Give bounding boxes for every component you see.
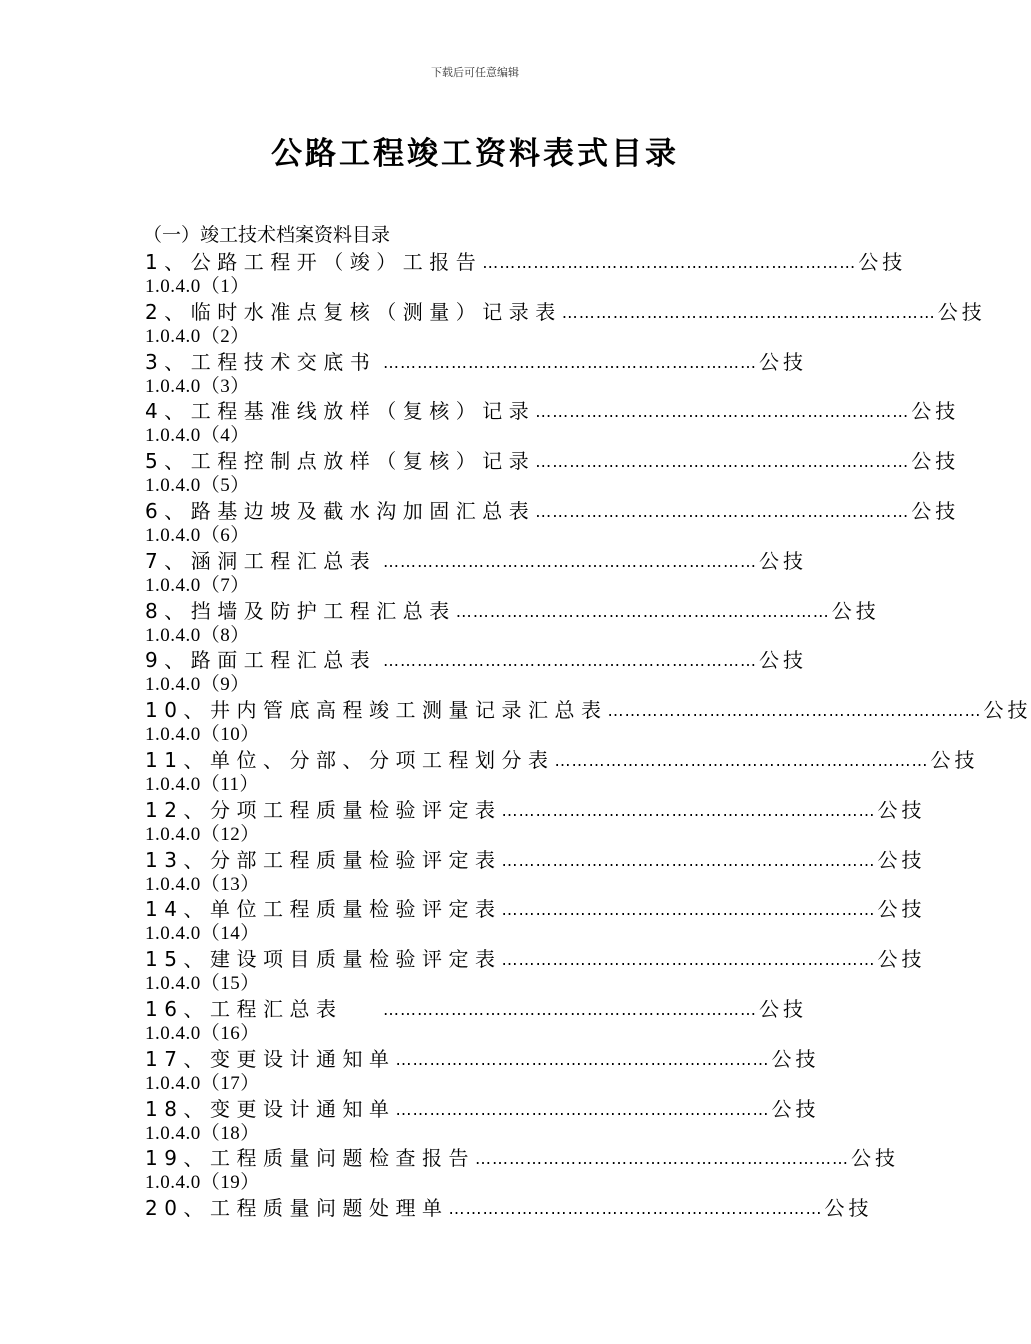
toc-entry [145,448,960,498]
toc-entry-suffix: 公技 [824,1196,873,1221]
toc-entry-code: 1.0.4.0（17） [145,1072,260,1094]
toc-entry-line [145,946,926,972]
toc-leader-dots: ………………………………………………………… [535,452,910,472]
toc-entry-label: 1、公路工程开（竣）工报告 [145,250,483,274]
toc-leader-dots: ………………………………………………………… [501,950,876,970]
toc-content [143,223,1031,1245]
toc-entry [145,299,986,349]
toc-leader-dots: ………………………………………………………… [501,850,876,870]
toc-entry-line [145,498,960,524]
toc-leader-dots: ………………………………………………………… [535,402,910,422]
toc-entry-line [145,598,880,624]
toc-entry-suffix: 公技 [858,250,907,274]
toc-entry [145,398,960,448]
toc-leader-dots: ………………………………………………………… [535,501,910,521]
toc-entry-line [145,299,986,325]
toc-entry [145,1096,820,1146]
toc-entry-label: 7、涵洞工程汇总表 [145,548,377,573]
toc-leader-dots: ………………………………………………………… [482,253,857,272]
toc-entry-line [145,249,907,275]
toc-leader-dots: ………………………………………………………… [448,1199,823,1219]
toc-entry-suffix: 公技 [911,449,960,474]
toc-entry-label: 17、变更设计通知单 [145,1046,396,1071]
toc-entry-label: 12、分项工程质量检验评定表 [145,797,502,822]
toc-entry [145,896,926,946]
toc-entry-code: 1.0.4.0（12） [145,823,260,845]
toc-entry-label: 14、单位工程质量检验评定表 [145,897,502,922]
toc-leader-dots: ………………………………………………………… [561,302,936,322]
toc-entry-label: 2、临时水准点复核（测量）记录表 [145,299,562,324]
toc-entry-line [145,996,807,1022]
toc-entry-list [145,249,1031,1245]
toc-entry-line [145,896,926,922]
toc-entry-line [145,1096,820,1122]
toc-entry-code: 1.0.4.0（14） [145,923,260,945]
toc-entry-code: 1.0.4.0（2） [145,325,250,347]
toc-entry-code: 1.0.4.0（5） [145,475,250,497]
toc-entry [145,1195,873,1245]
toc-leader-dots: ………………………………………………………… [395,1049,770,1069]
toc-leader-dots: ………………………………………………………… [501,800,876,820]
toc-entry-suffix: 公技 [759,648,807,673]
toc-leader-dots: ………………………………………………………… [383,999,757,1019]
toc-entry [145,797,926,847]
toc-entry [145,1145,899,1195]
toc-entry [145,548,807,598]
toc-entry-suffix: 公技 [759,548,807,573]
toc-entry-line [145,398,960,424]
toc-entry-label: 5、工程控制点放样（复核）记录 [145,449,536,474]
document-title: 公路工程竣工资料表式目录 [271,136,679,172]
toc-leader-dots: ………………………………………………………… [383,551,757,571]
toc-entry-label: 6、路基边坡及截水沟加固汇总表 [145,498,536,523]
toc-entry-code: 1.0.4.0（1） [145,276,250,297]
toc-leader-dots: ………………………………………………………… [383,352,757,372]
toc-entry [145,946,926,996]
toc-entry-line [145,548,807,574]
toc-entry-label: 4、工程基准线放样（复核）记录 [145,399,536,424]
toc-entry-line [145,797,926,823]
toc-entry-suffix: 公技 [831,598,880,623]
toc-entry-label: 15、建设项目质量检验评定表 [145,947,502,972]
toc-leader-dots: ………………………………………………………… [607,701,982,721]
toc-leader-dots: ………………………………………………………… [554,750,929,770]
toc-entry-line [145,349,807,375]
toc-entry-line [145,1195,873,1221]
toc-entry [145,747,979,797]
toc-leader-dots: ………………………………………………………… [455,601,830,621]
toc-entry-suffix: 公技 [911,498,960,523]
toc-entry-code: 1.0.4.0（6） [145,524,250,546]
toc-entry-suffix: 公技 [877,897,926,922]
toc-entry-label: 10、井内管底高程竣工测量记录汇总表 [145,698,608,723]
toc-entry-suffix: 公技 [877,847,926,872]
toc-entry-code: 1.0.4.0（8） [145,624,250,646]
toc-entry [145,498,960,548]
toc-leader-dots: ………………………………………………………… [383,651,757,671]
toc-entry-code: 1.0.4.0（13） [145,873,260,895]
toc-entry-line [145,1145,899,1171]
toc-entry-suffix: 公技 [930,747,979,772]
section-heading: （一）竣工技术档案资料目录 [143,225,391,246]
toc-entry [145,249,907,299]
toc-entry [145,349,807,399]
toc-entry-suffix: 公技 [759,349,807,374]
toc-entry-label: 13、分部工程质量检验评定表 [145,847,502,872]
toc-entry [145,847,926,897]
toc-entry-suffix: 公技 [771,1046,820,1071]
toc-entry-suffix: 公技 [877,947,926,972]
toc-entry-label: 9、路面工程汇总表 [145,648,377,673]
toc-entry [145,647,807,697]
toc-entry-line [145,697,1031,723]
toc-entry [145,1046,820,1096]
toc-entry-label: 19、工程质量问题检查报告 [145,1146,475,1171]
toc-entry-code: 1.0.4.0（16） [145,1022,260,1044]
toc-leader-dots: ………………………………………………………… [474,1149,849,1169]
toc-entry-suffix: 公技 [850,1146,899,1171]
header-note: 下载后可任意编辑 [431,66,519,79]
toc-entry-suffix: 公技 [759,996,807,1021]
toc-leader-dots: ………………………………………………………… [395,1099,770,1119]
toc-entry-suffix: 公技 [771,1096,820,1121]
toc-entry-code: 1.0.4.0（7） [145,574,250,596]
toc-entry-label: 11、单位、分部、分项工程划分表 [145,747,555,772]
toc-entry [145,996,807,1046]
toc-entry-label: 16、工程汇总表 [145,996,343,1021]
toc-entry-label: 8、挡墙及防护工程汇总表 [145,598,456,623]
toc-entry-suffix: 公技 [877,797,926,822]
toc-entry-label: 20、工程质量问题处理单 [145,1196,449,1221]
toc-entry-code: 1.0.4.0（4） [145,425,250,447]
toc-entry-code: 1.0.4.0（11） [145,773,260,795]
toc-entry-code: 1.0.4.0（18） [145,1122,260,1144]
toc-entry-suffix: 公技 [911,399,960,424]
toc-leader-dots: ………………………………………………………… [501,900,876,920]
toc-entry-line [145,448,960,474]
toc-entry [145,697,1031,747]
toc-entry-code [145,1221,807,1244]
toc-entry-label: 18、变更设计通知单 [145,1096,396,1121]
toc-entry-line [145,647,807,673]
toc-entry-line [145,1046,820,1072]
toc-entry-label: 3、工程技术交底书 [145,349,377,374]
toc-entry-line [145,847,926,873]
toc-entry-code: 1.0.4.0（3） [145,375,250,397]
toc-entry-code: 1.0.4.0（9） [145,674,250,696]
toc-entry-code: 1.0.4.0（10） [145,724,260,746]
toc-entry-suffix: 公技 [983,698,1031,723]
toc-entry-line [145,747,979,773]
toc-entry-code: 1.0.4.0（15） [145,973,260,995]
toc-entry-suffix: 公技 [937,299,986,324]
toc-entry [145,598,880,648]
toc-entry-code: 1.0.4.0（19） [145,1172,260,1194]
